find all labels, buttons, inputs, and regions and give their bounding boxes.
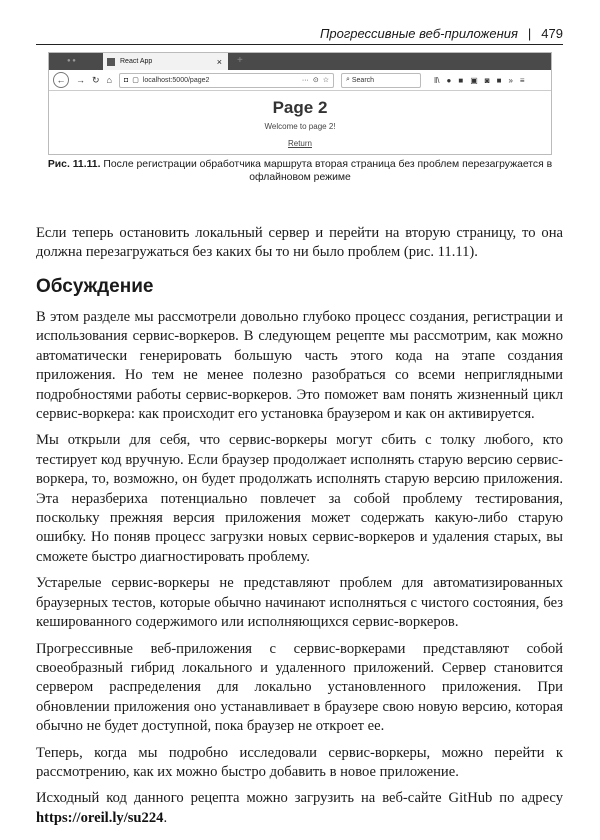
back-icon: ← bbox=[53, 72, 69, 88]
favicon-icon bbox=[107, 58, 115, 66]
paragraph: Устарелые сервис-воркеры не представляют проблем для автоматизированных браузерных тестов, которые обычно начинают исполняться с чистого состояния, без кешированного содержимого или исполняющихся сервис-воркеров. bbox=[36, 575, 563, 631]
github-link[interactable]: https://oreil.ly/su224 bbox=[36, 809, 164, 826]
figure-caption bbox=[40, 158, 560, 184]
header-separator: | bbox=[527, 26, 532, 41]
menu-icon: ≡ bbox=[519, 75, 525, 85]
search-icon: ⌕ bbox=[345, 76, 352, 83]
paragraph: Прогрессивные веб-приложения с сервис-воркерами представляют собой своеобразный гибрид локального и удаленного приложений. Сервер становится сервером распределения для локально установленного приложения. При обновлении приложения оно устанавливает в браузере свою новую версию, которая обычно не будет доступной, пока браузер не откроет ее. bbox=[36, 640, 563, 735]
address-bar bbox=[119, 73, 334, 88]
toolbar-icons bbox=[434, 76, 525, 85]
nav-bar bbox=[49, 70, 551, 91]
new-tab-icon: + bbox=[237, 55, 243, 66]
period: . bbox=[163, 809, 168, 826]
figure-label: Рис. 11.11. bbox=[47, 159, 101, 170]
close-tab-icon: × bbox=[216, 56, 222, 67]
sidebar-icon: ▣ bbox=[470, 75, 478, 85]
extension-icon: ■ bbox=[458, 75, 464, 85]
welcome-text: Welcome to page 2! bbox=[264, 122, 336, 131]
page-heading: Page 2 bbox=[272, 98, 328, 117]
page-icon: ▢ bbox=[132, 77, 139, 84]
tab-bar bbox=[49, 53, 551, 70]
paragraph bbox=[36, 789, 563, 828]
browser-screenshot-figure bbox=[48, 52, 552, 155]
extension-icon: ■ bbox=[496, 75, 502, 85]
extension-icon: ◙ bbox=[484, 75, 490, 85]
search-box bbox=[341, 73, 421, 88]
star-icon: ☆ bbox=[322, 77, 329, 84]
forward-icon: → bbox=[76, 75, 85, 85]
paragraph: Мы открыли для себя, что сервис-воркеры могут сбить с толку любого, кто тестирует код вручную. Если браузер продолжает исполнять старую версию сервис-воркера, то, возможно, он будет продолжать исполнять старую версию приложения. Эта неразбериха потенциально повлечет за собой проблему тестирования, поскольку прежняя версия приложения может содержать какую-либо старую ошибку. Но поняв процесс загрузки новых сервис-воркеров и удаления старых, вы сможете быстро диагностировать проблему. bbox=[36, 432, 563, 565]
source-code-text: Исходный код данного рецепта можно загрузить на веб-сайте GitHub по адресу bbox=[36, 790, 563, 807]
shield-icon: ◘ bbox=[123, 76, 129, 84]
intro-paragraph-block bbox=[36, 224, 563, 270]
return-link: Return bbox=[287, 139, 312, 148]
pocket-icon: ⊙ bbox=[312, 77, 319, 84]
page-content bbox=[49, 98, 551, 151]
paragraph: В этом разделе мы рассмотрели довольно глубоко процесс создания, регистрации и использования сервис-воркеров. В следующем рецепте мы рассмотрим, как можно автоматически генерировать большую часть этого кода на этапе создания приложения. Но тем не менее полезно разобраться со всеми неприглядными подробностями работы сервис-воркеров. Это поможет вам понять жизненный цикл сервис-воркера: как происходит его установка браузером и как он активируется. bbox=[36, 309, 563, 423]
chapter-title: Прогрессивные веб-приложения bbox=[319, 26, 518, 41]
extension-icon: ● bbox=[446, 75, 452, 85]
tab-title: React App bbox=[120, 58, 153, 65]
browser-tab bbox=[103, 53, 228, 70]
more-icon: ··· bbox=[301, 76, 309, 84]
running-header bbox=[36, 26, 563, 45]
window-controls-icon: ● ● bbox=[67, 58, 76, 64]
search-placeholder: Search bbox=[351, 76, 375, 84]
page-number: 479 bbox=[541, 26, 563, 41]
section-heading: Обсуждение bbox=[36, 276, 154, 297]
intro-paragraph: Если теперь остановить локальный сервер и перейти на вторую страницу, то она должна перезагружаться без каких бы то ни было проблем (рис. 11.11). bbox=[36, 225, 563, 261]
library-icon: ‖\ bbox=[433, 75, 440, 85]
section-body bbox=[36, 308, 563, 835]
reload-icon: ↻ bbox=[92, 74, 100, 85]
figure-caption-text: После регистрации обработчика маршрута вторая страница без проблем перезагружается в офлайновом режиме bbox=[103, 159, 553, 183]
paragraph: Теперь, когда мы подробно исследовали сервис-воркеры, можно перейти к рассмотрению, как их можно быстро добавить в новое приложение. bbox=[36, 744, 563, 780]
home-icon: ⌂ bbox=[106, 75, 112, 85]
url-text: localhost:5000/page2 bbox=[142, 76, 210, 84]
overflow-icon: » bbox=[508, 75, 513, 85]
